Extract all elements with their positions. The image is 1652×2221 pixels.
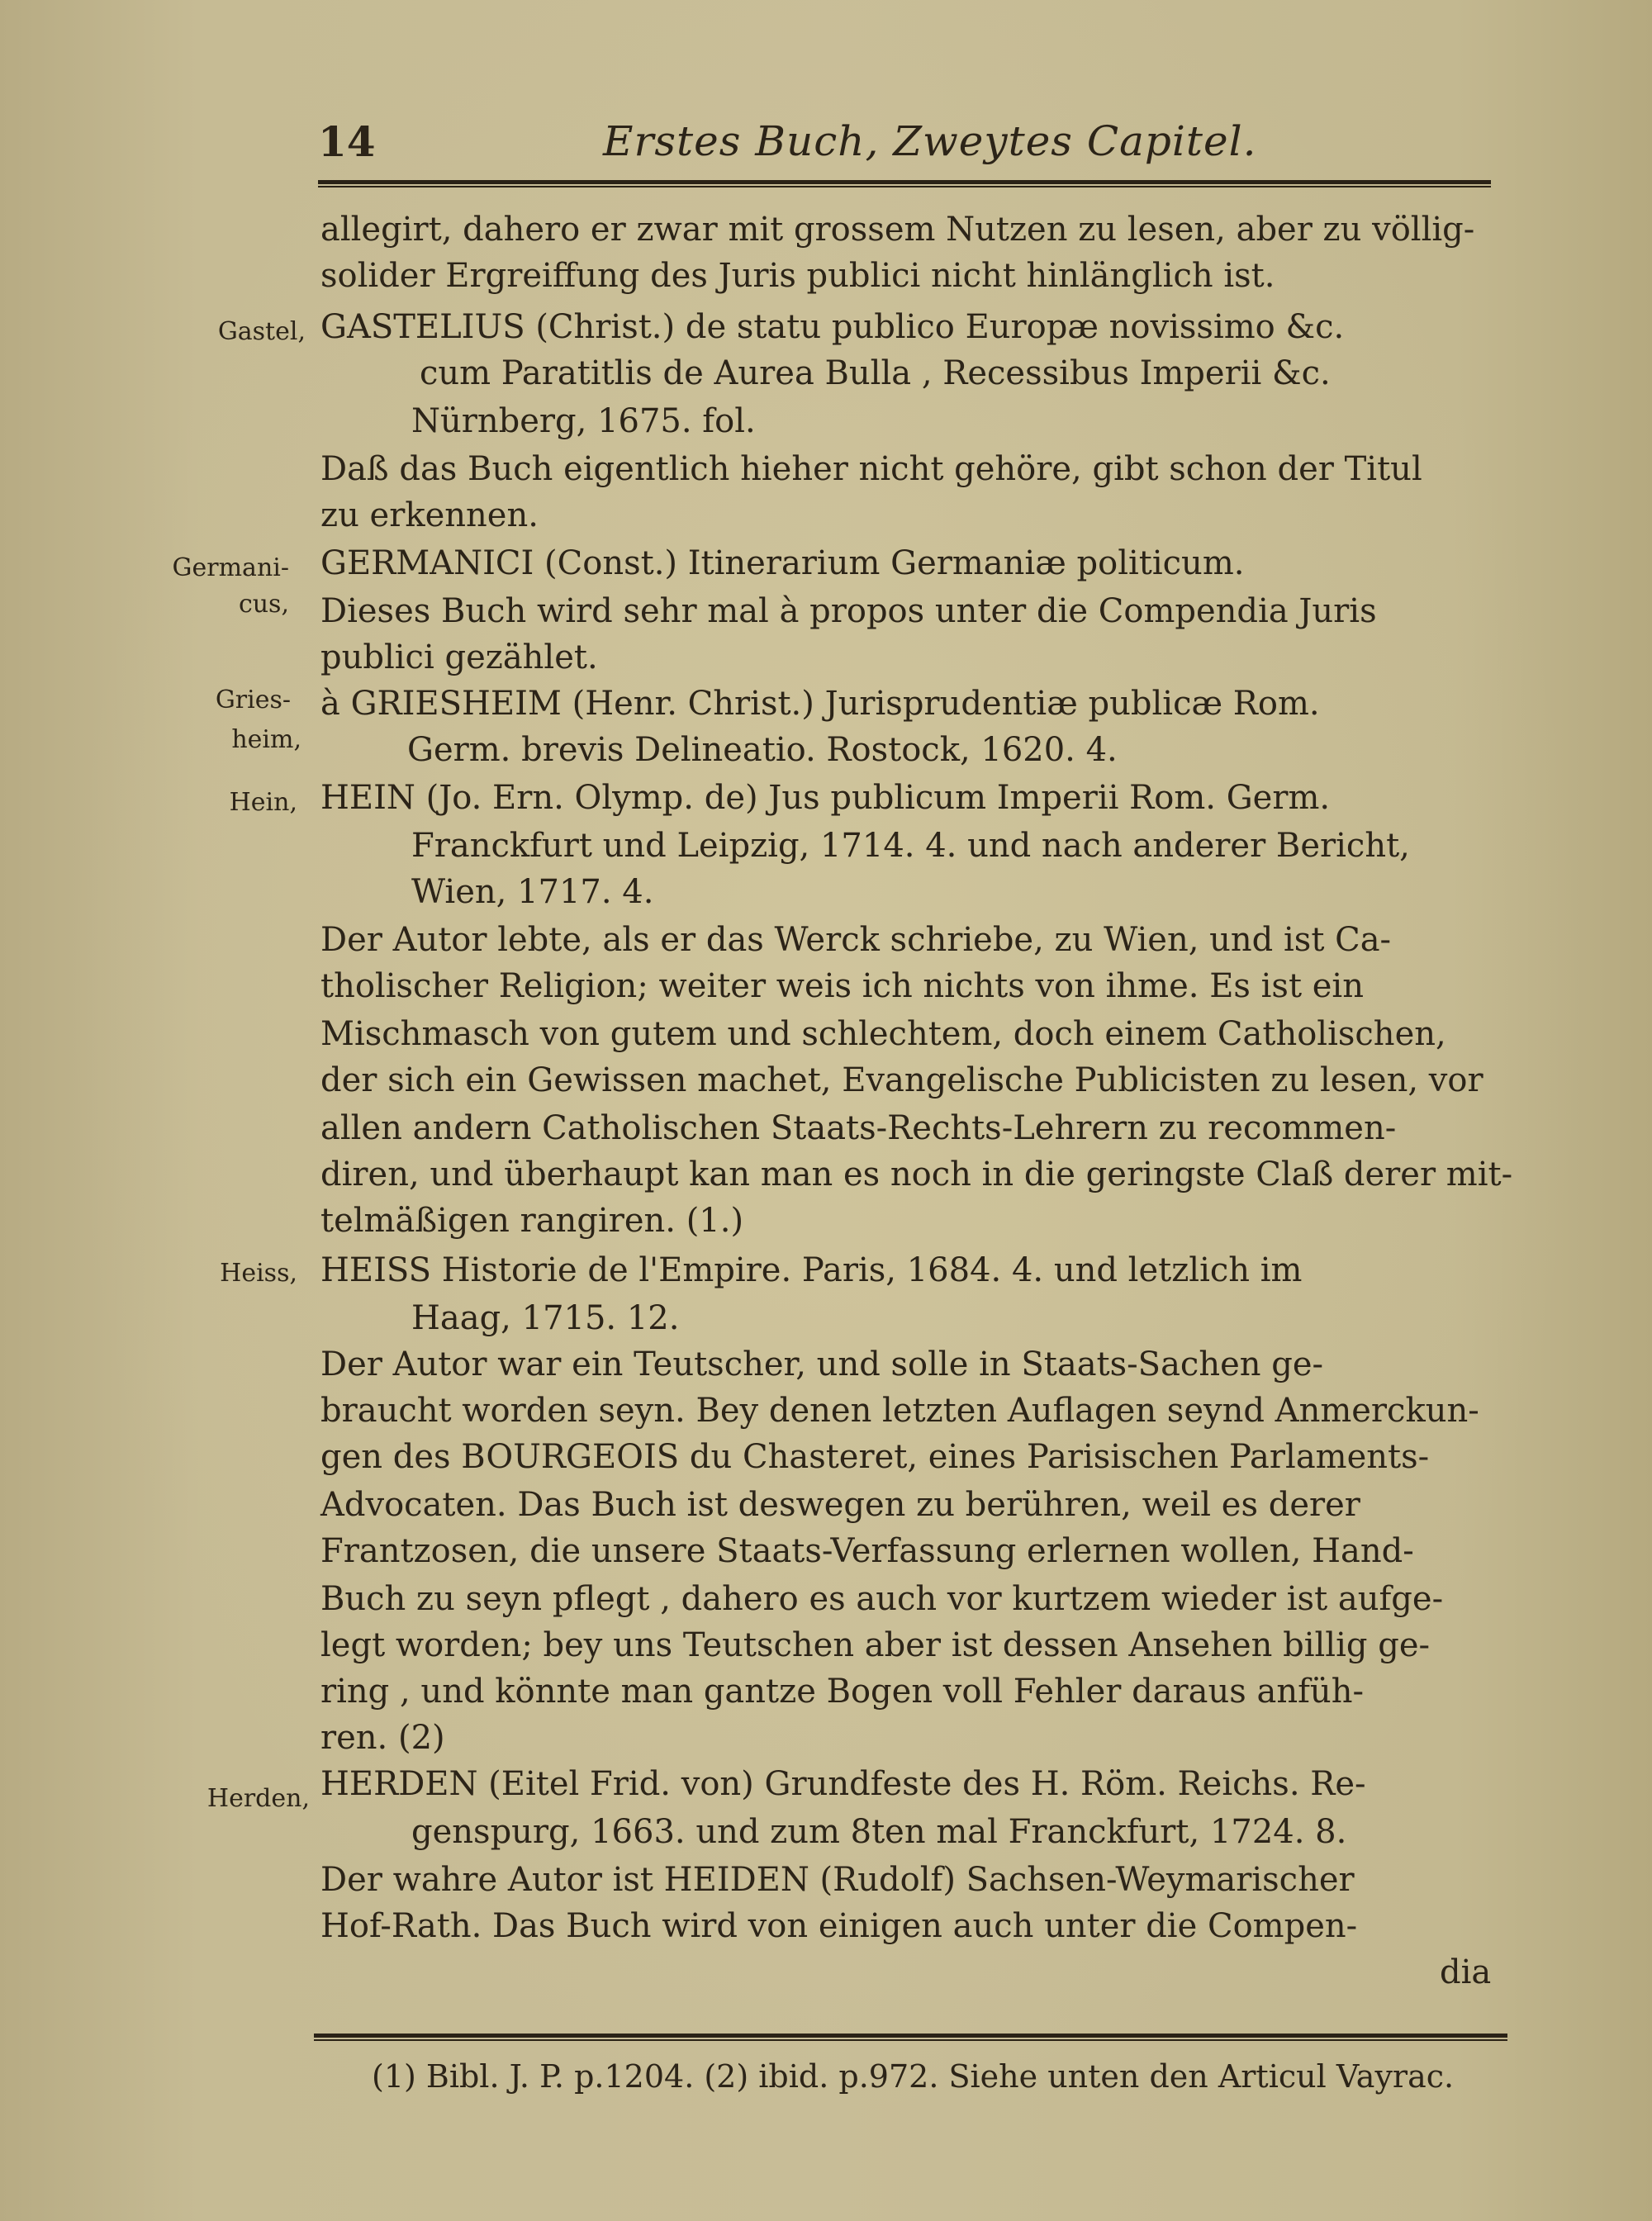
text-line: telmäßigen rangiren. (1.): [320, 1202, 744, 1240]
margin-note: heim,: [231, 725, 301, 754]
catchword: dia: [1440, 1953, 1492, 1991]
margin-note: Heiss,: [220, 1259, 297, 1288]
text-line: HERDEN (Eitel Frid. von) Grundfeste des H. Röm. Reichs. Re-: [320, 1765, 1366, 1803]
text-line: Germ. brevis Delineatio. Rostock, 1620. 4.: [407, 731, 1118, 769]
text-line: Haag, 1715. 12.: [411, 1299, 680, 1337]
margin-note: cus,: [238, 590, 289, 619]
text-line: Dieses Buch wird sehr mal à propos unter die Compendia Juris: [320, 592, 1377, 630]
text-line: solider Ergreiffung des Juris publici nicht hinlänglich ist.: [320, 257, 1275, 295]
text-line: cum Paratitlis de Aurea Bulla , Recessibus Imperii &c.: [420, 354, 1331, 392]
text-line: braucht worden seyn. Bey denen letzten Auflagen seynd Anmerckun-: [320, 1392, 1479, 1430]
text-line: zu erkennen.: [320, 496, 539, 534]
text-line: à GRIESHEIM (Henr. Christ.) Jurisprudentiæ publicæ Rom.: [320, 685, 1320, 723]
text-line: allen andern Catholischen Staats-Rechts-Lehrern zu recommen-: [320, 1109, 1397, 1147]
text-line: Nürnberg, 1675. fol.: [411, 402, 756, 440]
text-line: Wien, 1717. 4.: [411, 873, 654, 911]
margin-note: Hein,: [229, 788, 297, 817]
text-line: Daß das Buch eigentlich hieher nicht gehöre, gibt schon der Titul: [320, 450, 1422, 488]
header-rule: [318, 180, 1491, 187]
text-line: GERMANICI (Const.) Itinerarium Germaniæ politicum.: [320, 544, 1245, 582]
page-header: [318, 117, 1491, 167]
text-line: ring , und könnte man gantze Bogen voll Fehler daraus anfüh-: [320, 1673, 1364, 1711]
text-line: Hof-Rath. Das Buch wird von einigen auch unter die Compen-: [320, 1907, 1358, 1945]
text-line: Frantzosen, die unsere Staats-Verfassung erlernen wollen, Hand-: [320, 1532, 1414, 1570]
text-line: allegirt, dahero er zwar mit grossem Nutzen zu lesen, aber zu völlig-: [320, 211, 1475, 249]
text-line: Der wahre Autor ist HEIDEN (Rudolf) Sachsen-Weymarischer: [320, 1861, 1355, 1899]
text-line: Advocaten. Das Buch ist deswegen zu berühren, weil es derer: [320, 1486, 1360, 1524]
text-line: der sich ein Gewissen machet, Evangelische Publicisten zu lesen, vor: [320, 1061, 1483, 1099]
text-line: Buch zu seyn pflegt , dahero es auch vor kurtzem wieder ist aufge-: [320, 1580, 1444, 1618]
running-title: Erstes Buch, Zweytes Capitel.: [603, 117, 1257, 165]
text-line: gen des BOURGEOIS du Chasteret, eines Parisischen Parlaments-: [320, 1438, 1430, 1476]
text-line: Der Autor war ein Teutscher, und solle in Staats-Sachen ge-: [320, 1345, 1324, 1383]
text-line: Mischmasch von gutem und schlechtem, doch einem Catholischen,: [320, 1015, 1446, 1053]
text-line: Franckfurt und Leipzig, 1714. 4. und nach anderer Bericht,: [411, 827, 1410, 865]
margin-note: Herden,: [206, 1784, 310, 1813]
margin-note: Gries-: [215, 686, 291, 714]
text-line: Der Autor lebte, als er das Werck schriebe, zu Wien, und ist Ca-: [320, 921, 1392, 959]
text-line: HEISS Historie de l'Empire. Paris, 1684. 4. und letzlich im: [320, 1251, 1303, 1289]
text-line: HEIN (Jo. Ern. Olymp. de) Jus publicum Imperii Rom. Germ.: [320, 779, 1331, 817]
margin-note: Germani-: [172, 553, 289, 582]
text-line: genspurg, 1663. und zum 8ten mal Franckfurt, 1724. 8.: [411, 1813, 1347, 1851]
text-line: GASTELIUS (Christ.) de statu publico Europæ novissimo &c.: [320, 308, 1345, 346]
text-line: tholischer Religion; weiter weis ich nichts von ihme. Es ist ein: [320, 967, 1364, 1005]
page-number: 14: [318, 117, 376, 166]
margin-note: Gastel,: [217, 317, 306, 346]
text-line: legt worden; bey uns Teutschen aber ist dessen Ansehen billig ge-: [320, 1626, 1431, 1664]
text-line: diren, und überhaupt kan man es noch in die geringste Claß derer mit-: [320, 1156, 1513, 1194]
text-line: ren. (2): [320, 1719, 445, 1757]
footnotes: (1) Bibl. J. P. p.1204. (2) ibid. p.972. Siehe unten den Articul Vayrac.: [372, 2058, 1455, 2095]
text-line: publici gezählet.: [320, 638, 598, 676]
footnote-rule: [314, 2034, 1507, 2041]
